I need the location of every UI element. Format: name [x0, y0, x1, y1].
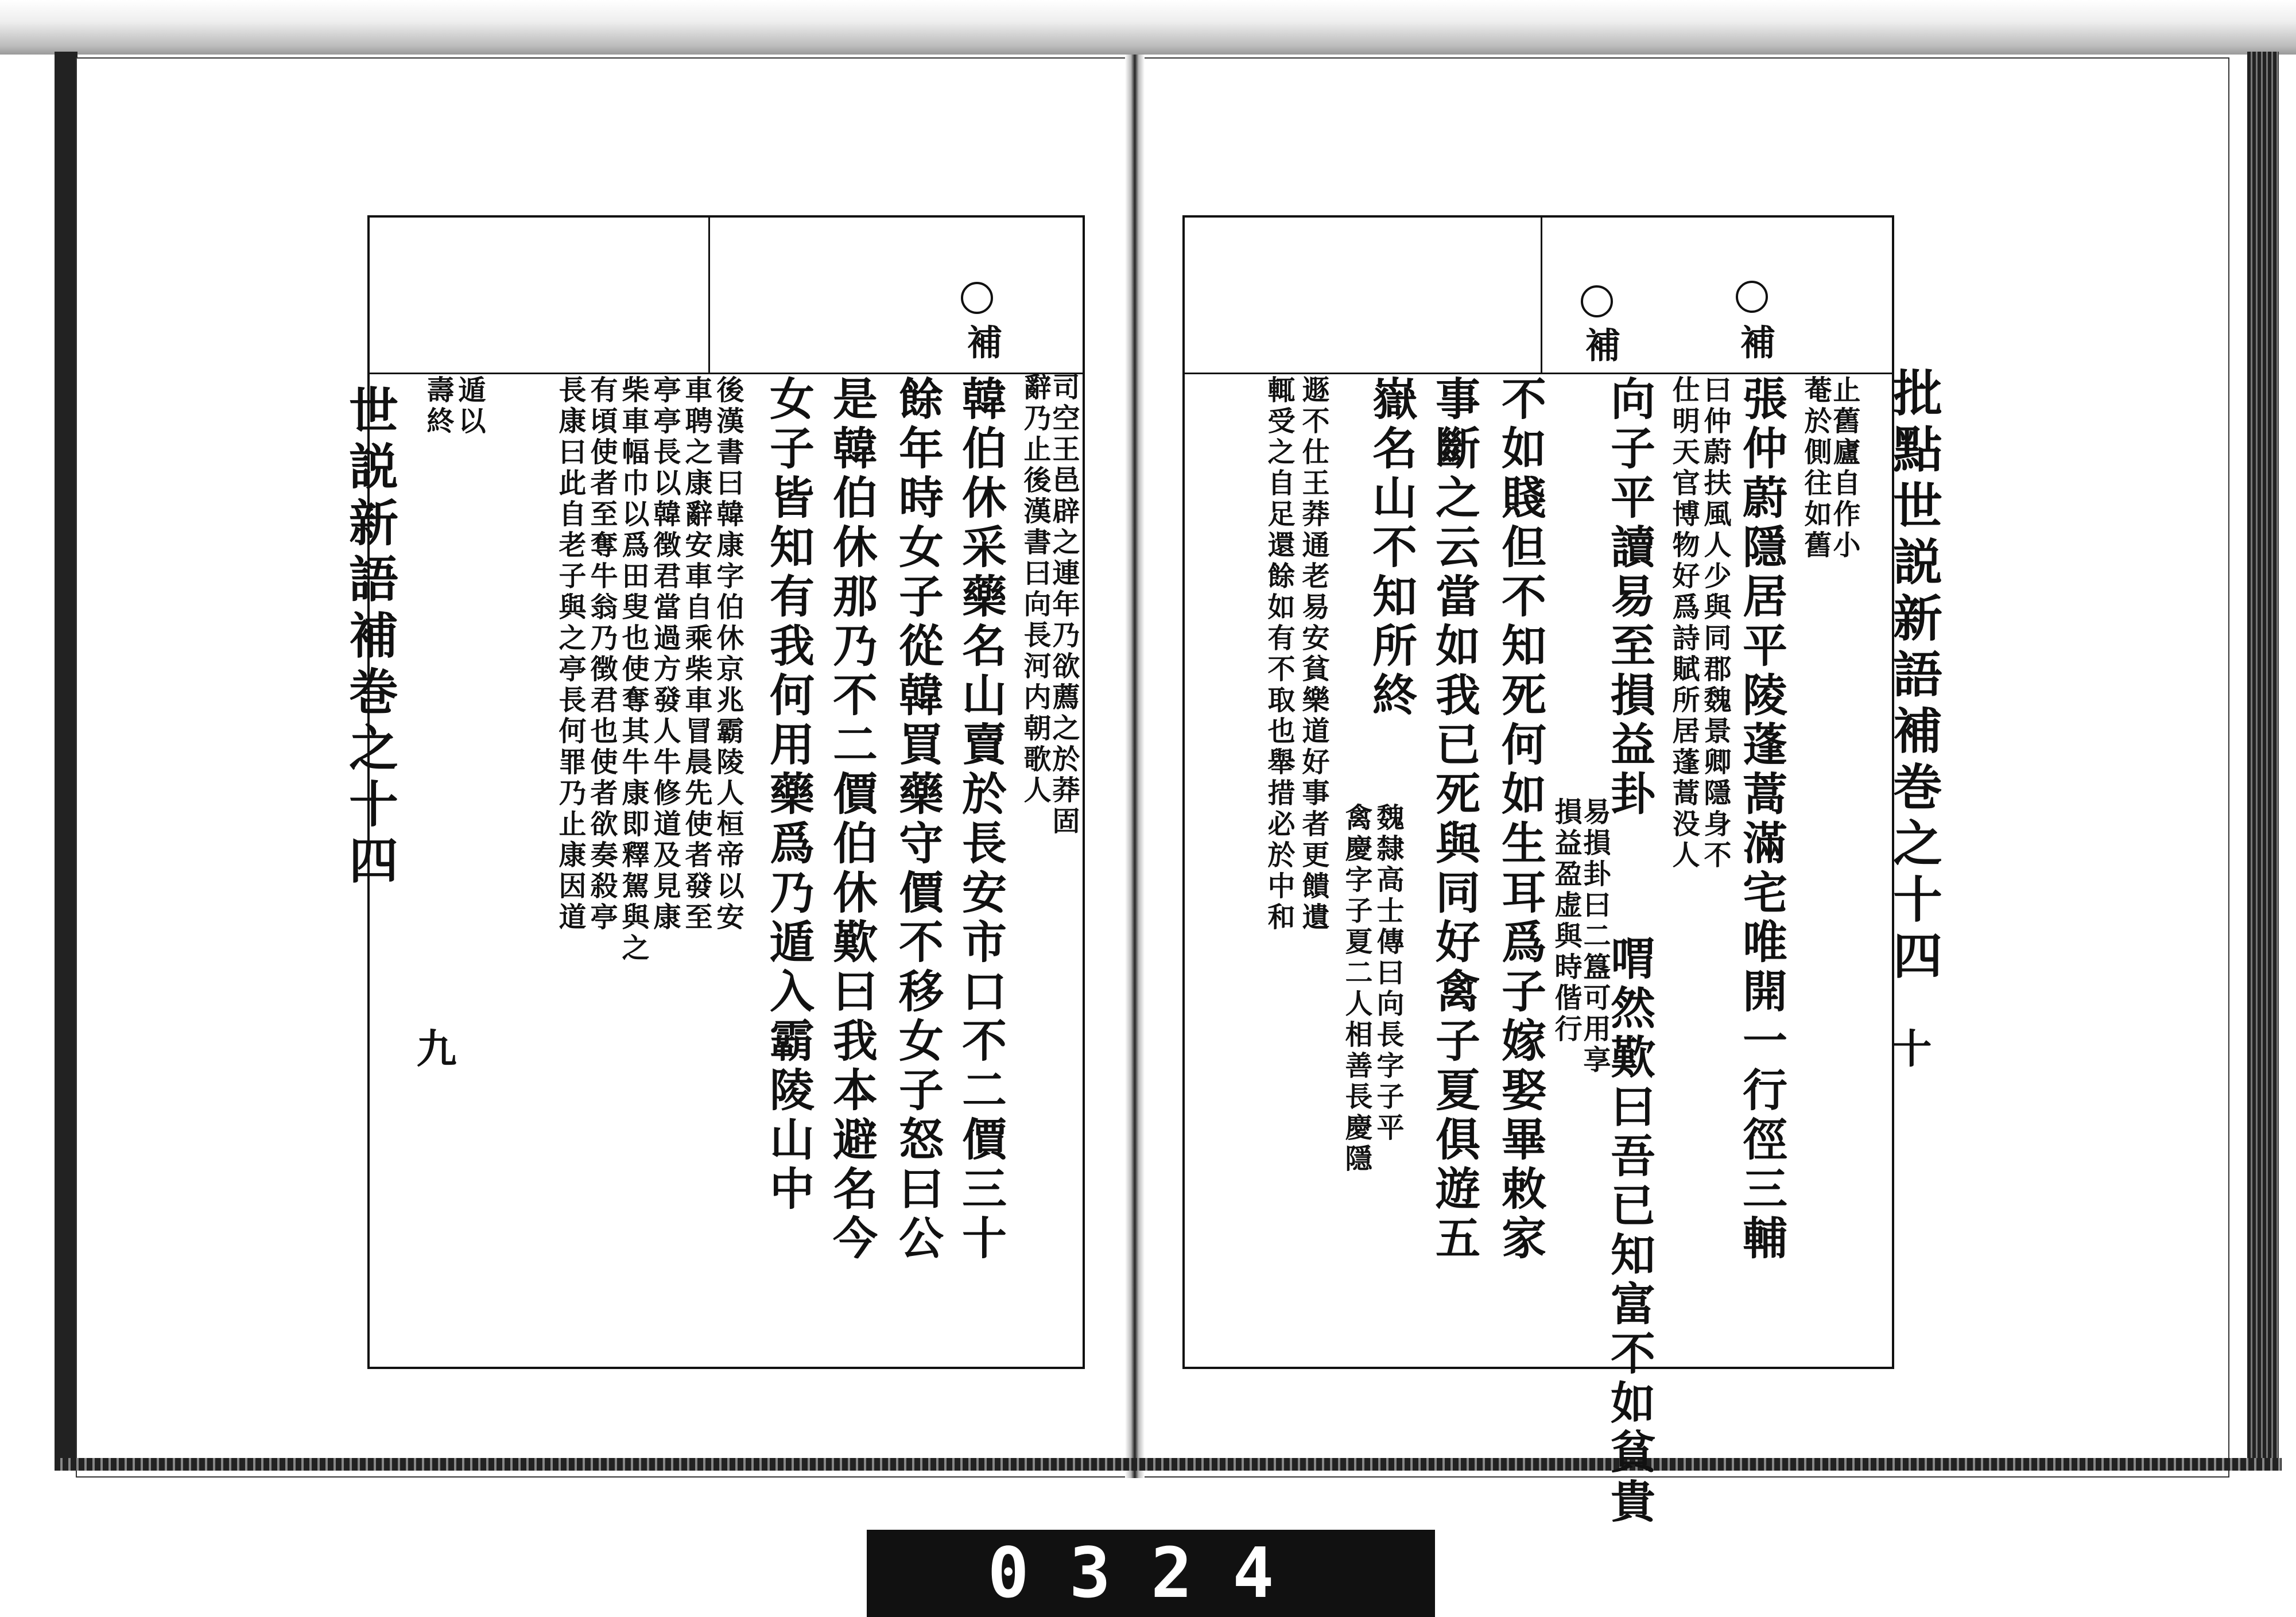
- right-upper-divider: [1541, 218, 1542, 373]
- right-col-3: 張仲蔚隱居平陵蓬蒿滿宅唯開一行徑三輔: [1735, 375, 1787, 1264]
- right-col-4: 曰仲蔚扶風人少與同郡魏景卿隱身不: [1699, 375, 1731, 871]
- left-text-frame: [367, 215, 1085, 1369]
- left-col-3: 韓伯休采藥名山賣於長安市口不二價三十: [955, 375, 1007, 1264]
- right-col-2: 菴於側往如舊: [1799, 375, 1832, 561]
- right-upper-cell: [1185, 218, 1892, 374]
- right-col-9-note-a: 魏隸高士傳曰向長字子平: [1372, 803, 1404, 1144]
- book-edge-left: [55, 52, 77, 1471]
- left-col-2: 辭乃止後漢書曰向長河内朝歌人: [1019, 373, 1051, 806]
- left-col-5: 是韓伯休那乃不二價伯休歎曰我本避名今: [825, 375, 878, 1264]
- right-col-6: 向子平讀易至損益卦: [1603, 375, 1655, 820]
- left-upper-divider: [708, 218, 710, 373]
- left-circle-mark: [961, 282, 993, 314]
- left-col-14: 壽終: [422, 375, 454, 437]
- left-page-side-title: 世説新語補巻之十四: [340, 385, 398, 891]
- left-supplement-label: 補: [961, 324, 1003, 359]
- right-supplement-label-2: 補: [1579, 327, 1621, 362]
- right-page-side-title: 批點世説新語補巻之十四: [1884, 367, 1942, 986]
- right-col-6-note-a: 易損卦曰二簋可用享: [1578, 797, 1611, 1076]
- right-col-9: 嶽名山不知所終: [1365, 375, 1417, 721]
- left-col-11: 有頃使者至奪牛翁乃徴君也使者欲奏殺亭: [585, 375, 618, 933]
- left-col-4: 餘年時女子從韓買藥守價不移女子怒曰公: [891, 375, 944, 1264]
- right-col-7: 不如賤但不知死何如生耳爲子嫁娶畢敕家: [1494, 375, 1546, 1264]
- page-bottom-edge: [55, 1458, 2282, 1471]
- right-circle-mark-1: [1736, 281, 1768, 313]
- right-page-folio: 十: [1885, 1027, 1933, 1068]
- left-page-folio: 九: [410, 1027, 457, 1068]
- left-col-9: 亭亭長以韓徴君當過方發人牛修道及見康: [649, 375, 681, 933]
- left-col-10: 柴車幅巾以爲田叟也使奪其牛康即釋駕與之: [617, 375, 649, 964]
- left-col-12: 長康曰此自老子與之亭長何罪乃止康因道: [554, 375, 586, 933]
- scanner-top-shadow: [0, 0, 2296, 55]
- left-col-1: 司空王邑辟之連年乃欲薦之於莽固: [1048, 373, 1080, 837]
- left-col-6: 女子皆知有我何用藥爲乃遁入霸陵山中: [762, 375, 815, 1215]
- right-col-6-note-b: 損益盈虚與時偕行: [1550, 797, 1582, 1045]
- right-col-9-note-b: 禽慶字子夏二人相善長慶隱: [1340, 803, 1372, 1175]
- right-col-11: 輒受之自足還餘如有不取也舉措必於中和: [1263, 375, 1295, 933]
- right-col-8: 事斷之云當如我已死與同好禽子夏俱遊五: [1428, 375, 1480, 1264]
- frame-number-stamp: [867, 1530, 1435, 1617]
- left-col-13: 遁以: [453, 375, 486, 437]
- right-col-1: 止舊廬自作小: [1828, 375, 1860, 561]
- right-col-6-cont: 喟然歎曰吾已知富不如貧貴: [1603, 935, 1655, 1527]
- book-edge-right: [2247, 52, 2279, 1471]
- book-spine: [1125, 55, 1145, 1478]
- right-col-10: 遯不仕王莽通老易安貧樂道好事者更饋遺: [1297, 375, 1329, 933]
- right-text-frame: [1182, 215, 1894, 1527]
- right-col-5: 仕明天官博物好爲詩賦所居蓬蒿没人: [1667, 375, 1700, 871]
- frame-number: 0324: [987, 1533, 1314, 1614]
- right-supplement-label-1: 補: [1734, 324, 1776, 359]
- left-col-7: 後漢書曰韓康字伯休京兆霸陵人桓帝以安: [712, 375, 744, 933]
- right-circle-mark-2: [1581, 285, 1613, 317]
- left-col-8: 車聘之康辭安車自乘柴車冒晨先使者發至: [680, 375, 712, 933]
